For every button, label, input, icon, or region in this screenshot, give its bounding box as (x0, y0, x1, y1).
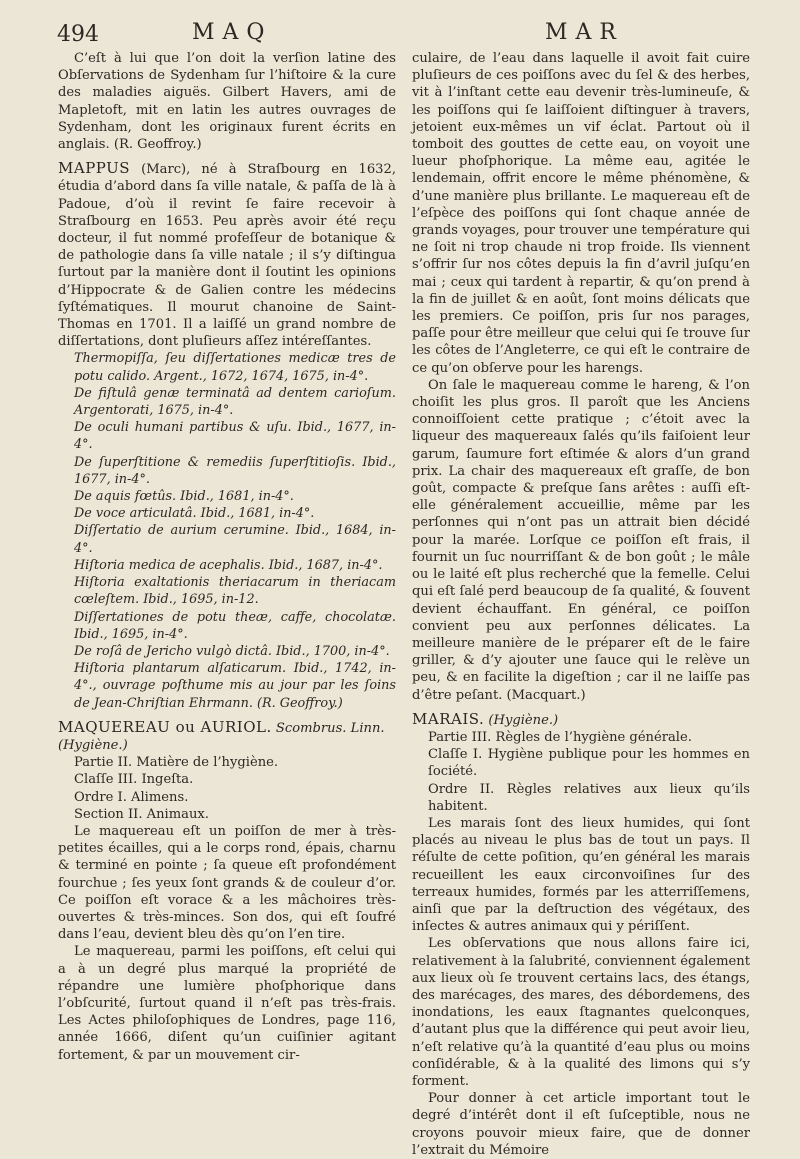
work-item: De aquis fœtûs. Ibid., 1681, in-4°. (74, 489, 294, 505)
body-paragraph: culaire, de l’eau dans laquelle il avoit fait cuire pluſieurs de ces poiſſons avec du ſel & des herbes, vit à l’inſtant cette eau devenir très-lumineuſe, & les poiſſons qui ſe laiſſoient diſtinguer à travers, jetoient eux-mêmes un vif éclat. Partout où il tomboit des gouttes de cette eau, on voyoit une lueur phoſphorique. La même eau, agitée le lendemain, offrit encore le même phénomène, & d’une manière plus brillante. Le maquereau eſt de l’eſpèce des poiſſons qui ſont chaque année de grands voyages, pour trouver une température qui ne ſoit ni trop chaude ni trop froide. Ils viennent s’offrir ſur nos côtes depuis la fin d’avril juſqu’en mai ; ceux qui tardent à repartir, & qu’on prend à la fin de juillet & en août, ſont moins délicats que les premiers. Ce poiſſon, pris ſur nos parages, paſſe pour être meilleur que celui qui ſe trouve ſur les côtes de l’Angleterre, ce qui eſt le contraire de ce qu’on obſerve pour les harengs. (412, 51, 750, 376)
classification-line: Section II. Animaux. (74, 806, 209, 822)
work-item: De oculi humani partibus & uſu. Ibid., 1677, in-4°. (74, 420, 396, 453)
work-item: Diſſertatio de aurium cerumine. Ibid., 1684, in-4°. (74, 523, 396, 556)
section-label: (Hygiène.) (58, 737, 128, 753)
entry-mappus (58, 160, 396, 350)
classification-line: Claſſe I. Hygiène publique pour les hommes en ſociété. (428, 747, 750, 780)
classification-line: Ordre I. Alimens. (74, 789, 189, 805)
classification-line: Partie III. Règles de l’hygiène générale. (428, 729, 692, 745)
work-item: De roſâ de Jericho vulgò dictâ. Ibid., 1700, in-4°. (74, 643, 390, 659)
work-item: Hiſtoria exaltationis theriacarum in theriacam cœleſtem. Ibid., 1695, in-12. (74, 575, 396, 608)
body-paragraph: Pour donner à cet article important tout le degré d’intérêt dont il eſt ſuſceptible, nous ne croyons pouvoir mieux faire, que de donner l’extrait du Mémoire (412, 1091, 750, 1158)
page-number: 494 (57, 22, 99, 47)
body-paragraph: Le maquereau, parmi les poiſſons, eſt celui qui a à un degré plus marqué la propriété de répandre une lumière phoſphorique dans l’obſcurité, ſurtout quand il n’eſt pas très-frais. Les Actes philoſophiques de Londres, page 116, année 1666, diſent qu’un cuiſinier agitant fortement, & par un mouvement cir- (58, 944, 396, 1063)
latin-name: Scombrus. Linn. (271, 720, 385, 736)
body-paragraph: Les obſervations que nous allons faire ici, relativement à la ſalubrité, conviennent également aux lieux où ſe trouvent certains lacs, des étangs, des marécages, des mares, des débordemens, des inondations, les eaux ſtagnantes quelconques, d’autant plus que la différence qui peut avoir lieu, n’eſt relative qu’à la quantité d’eau plus ou moins conſidérable, & à la qualité des limons qui s’y forment. (412, 936, 750, 1089)
entry-text: (Marc), né à Straſbourg en 1632, étudia d’abord dans ſa ville natale, & paſſa de là à Padoue, d’où il revint ſe faire recevoir à Straſbourg en 1653. Peu après avoir été reçu docteur, il fut nommé profeſſeur de botanique & de pathologie dans ſa ville natale ; il s’y diſtingua ſurtout par la manière dont il ſoutint les opinions d’Hippocrate & de Galien contre les médecins ſyſtématiques. Il mourut chanoine de Saint-Thomas en 1701. Il a laiſſé un grand nombre de diſſertations, dont pluſieurs aſſez intéreſſantes. (58, 162, 396, 350)
body-paragraph: Le maquereau eſt un poiſſon de mer à très-petites écailles, qui a le corps rond, épais, charnu & terminé en pointe ; ſa queue eſt profondément fourchue ; ſes yeux ſont grands & de couleur d’or. Ce poiſſon eſt vorace & a les mâchoires très-ouvertes & très-minces. Son dos, qui eſt ſoufré dans l’eau, devient bleu dès qu’on l’en tire. (58, 823, 396, 943)
entry-marais (412, 711, 750, 729)
entry-headword: MAQUEREAU ou AURIOL. (58, 717, 272, 736)
work-item: Hiſtoria medica de acephalis. Ibid., 1687, in-4°. (74, 557, 383, 573)
work-item: De fiſtulâ genæ terminatâ ad dentem carioſum. Argentorati, 1675, in-4°. (74, 385, 396, 419)
work-item: Thermopiſſa, ſeu diſſertationes medicæ tres de potu calido. Argent., 1672, 1674, 1675, in-4°. (74, 351, 396, 384)
entry-headword: MAPPUS (58, 159, 131, 178)
right-column (412, 50, 750, 1159)
classification-line: Ordre II. Règles relatives aux lieux qu’ils habitent. (428, 781, 750, 814)
entry-headword: MARAIS. (412, 709, 485, 728)
classification-line: Partie II. Matière de l’hygiène. (74, 755, 279, 771)
left-column (58, 50, 396, 1064)
work-item: Diſſertationes de potu theæ, caffe, chocolatæ. Ibid., 1695, in-4°. (74, 609, 396, 642)
body-paragraph: On ſale le maquereau comme le hareng, & l’on choiſit les plus gros. Il paroît que les Anciens connoiſſoient cette pratique ; c’étoit avec la liqueur des maquereaux ſalés qu’ils faiſoient leur garum, ſaumure fort eſtimée & alors d’un grand prix. La chair des maquereaux eſt graſſe, de bon goût, compacte & preſque ſans arêtes : auſſi eſt-elle généralement accueillie, même par les perſonnes qui n’ont pas un attrait bien décidé pour la marée. Lorſque ce poiſſon eſt frais, il fournit un ſuc nourriſſant & de bon goût ; le mâle ou le laité eſt plus recherché que la femelle. Celui qui eſt ſalé perd beaucoup de ſa qualité, & ſouvent devient échauffant. En général, ce poiſſon convient peu aux perſonnes délicates. La meilleure manière de le préparer eſt de le faire griller, & d’y ajouter une ſauce qui le relève un peu, & en facilite la digeſtion ; car il ne laiſſe pas d’être peſant. (Macquart.) (412, 377, 750, 703)
work-item: Hiſtoria plantarum alſaticarum. Ibid., 1742, in-4°., ouvrage poſthume mis au jour par les ſoins de Jean-Chriſtian Ehrmann. (R. Geoffroy.) (74, 661, 396, 711)
running-head-right: MAR (545, 20, 624, 45)
entry-maquereau (58, 719, 396, 737)
work-item: De voce articulatâ. Ibid., 1681, in-4°. (74, 506, 315, 522)
body-paragraph: Les marais ſont des lieux humides, qui ſont placés au niveau le plus bas de tout un pays. Il réſulte de cette poſition, qu’en général les marais recueillent les eaux circonvoiſines ſur des terreaux humides, formés par les atterriſſemens, ainſi que par la deſtruction des végétaux, des inſectes & autres animaux qui y périſſent. (412, 815, 750, 935)
sydenham-paragraph: C’eſt à lui que l’on doit la verſion latine des Obſervations de Sydenham ſur l’hiſtoire & la cure des maladies aiguës. Gilbert Havers, ami de Mapletoft, mit en latin les autres ouvrages de Sydenham, dont les originaux furent écrits en anglais. (R. Geoffroy.) (58, 51, 396, 153)
work-item: De ſuperſtitione & remediis ſuperſtitioſis. Ibid., 1677, in-4°. (74, 454, 396, 487)
section-label: (Hygiène.) (484, 712, 559, 728)
running-head-left: MAQ (192, 20, 273, 45)
classification-line: Claſſe III. Ingeſta. (74, 772, 194, 788)
